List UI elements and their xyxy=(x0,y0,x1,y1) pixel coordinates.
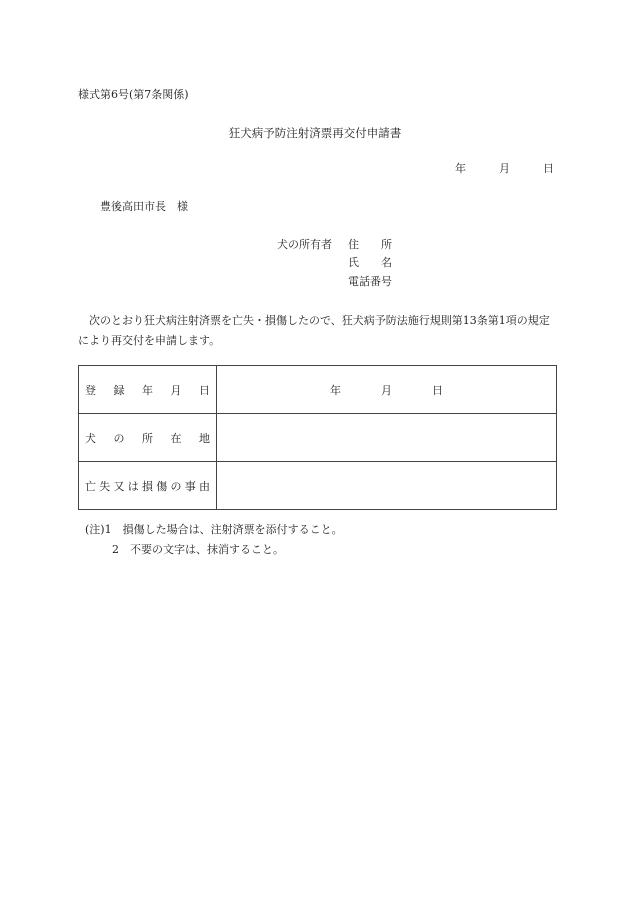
table-row xyxy=(79,366,557,414)
owner-address-label: 住 所 xyxy=(348,238,392,251)
registration-date-label: 登 録 年 月 日 xyxy=(79,366,217,414)
notes xyxy=(85,520,343,560)
info-table xyxy=(78,365,557,510)
loss-reason-label: 亡 失 又 は 損 傷 の 事 由 xyxy=(79,462,217,510)
date-year-label: 年 xyxy=(455,162,466,175)
date-day-label: 日 xyxy=(543,162,554,175)
document-title: 狂犬病予防注射済票再交付申請書 xyxy=(228,126,402,140)
application-date xyxy=(455,160,554,176)
addressee: 豊後高田市長 様 xyxy=(100,200,188,213)
note-item: (注)1 損傷した場合は、注射済票を添付すること。 xyxy=(85,523,343,536)
owner-phone-label: 電話番号 xyxy=(348,275,392,288)
owner-name-label: 氏 名 xyxy=(348,256,392,269)
note-item: 2 不要の文字は、抹消すること。 xyxy=(112,543,284,556)
dog-location-field[interactable] xyxy=(217,414,557,462)
registration-date-field[interactable]: 年 月 日 xyxy=(217,366,557,414)
date-month-label: 月 xyxy=(499,162,510,175)
notes-prefix: (注) xyxy=(85,523,105,536)
form-number: 様式第6号(第7条関係) xyxy=(78,88,189,101)
owner-label: 犬の所有者 xyxy=(277,238,332,251)
table-row xyxy=(79,414,557,462)
application-statement: 次のとおり狂犬病注射済票を亡失・損傷したので、狂犬病予防法施行規則第13条第1項の規定により再交付を申請します。 xyxy=(78,314,550,347)
dog-location-label: 犬 の 所 在 地 xyxy=(79,414,217,462)
loss-reason-field[interactable] xyxy=(217,462,557,510)
table-row xyxy=(79,462,557,510)
